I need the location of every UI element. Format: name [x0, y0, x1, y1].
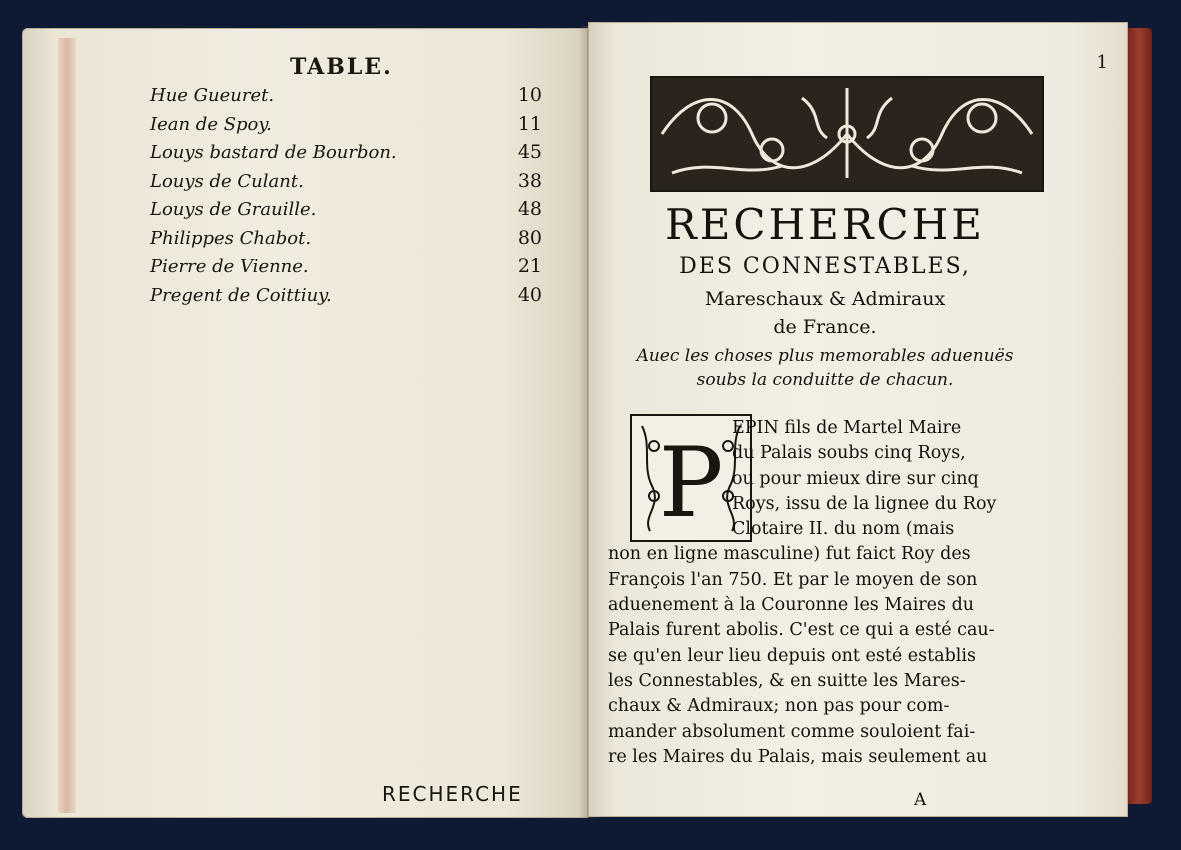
table-row	[150, 170, 550, 199]
body-line: non en ligne masculine) fut faict Roy des	[608, 544, 971, 565]
entry-name: Philippes Chabot.	[150, 227, 312, 249]
body-line: François l'an 750. Et par le moyen de son	[608, 569, 978, 590]
open-book	[22, 22, 1152, 830]
body-line: EPIN fils de Martel Maire	[732, 418, 962, 438]
table-row	[150, 227, 550, 256]
page-edge	[58, 38, 76, 813]
subtitle-line: soubs la conduitte de chacun.	[696, 370, 954, 390]
table-row	[150, 255, 550, 284]
entry-name: Louys de Grauille.	[150, 199, 317, 220]
body-line: les Connestables, & en suitte les Mares-	[608, 670, 966, 691]
title-line-2: DES CONNESTABLES,	[679, 254, 971, 279]
folio-number: 1	[1096, 52, 1108, 73]
table-row	[150, 198, 550, 227]
entry-name: Louys de Culant.	[150, 170, 304, 192]
table-row	[150, 113, 550, 142]
entry-page: 80	[517, 226, 542, 249]
entry-page: 10	[517, 84, 542, 106]
body-line: se qu'en leur lieu depuis ont esté establis	[608, 645, 976, 666]
body-line: mander absolument comme souloient fai-	[608, 721, 976, 742]
body-line: ou pour mieux dire sur cinq	[732, 468, 979, 489]
catchword: RECHERCHE	[382, 782, 523, 806]
page-edge-red	[1128, 28, 1152, 804]
table-row	[150, 284, 550, 313]
body-line: re les Maires du Palais, mais seulement au	[608, 746, 988, 767]
title-line-4: de France.	[773, 316, 877, 338]
entry-page: 11	[517, 112, 542, 135]
entry-page: 38	[517, 169, 542, 192]
svg-text:P: P	[658, 427, 724, 539]
entry-name: Iean de Spoy.	[150, 113, 272, 135]
table-row	[150, 84, 550, 113]
body-line: Clotaire II. du nom (mais	[732, 519, 955, 540]
entry-name: Pierre de Vienne.	[150, 256, 309, 277]
title-main: RECHERCHE	[665, 200, 985, 249]
body-text	[608, 418, 1048, 772]
subtitle-line: Auec les choses plus memorables aduenuës	[636, 346, 1014, 366]
entry-page: 40	[517, 283, 542, 306]
entry-page: 21	[517, 255, 542, 277]
body-line: chaux & Admiraux; non pas pour com-	[608, 696, 950, 717]
left-page	[22, 28, 588, 818]
entry-name: Louys bastard de Bourbon.	[150, 142, 397, 163]
body-line: Roys, issu de la lignee du Roy	[732, 493, 997, 514]
entry-page: 48	[517, 198, 542, 220]
body-line: Palais furent abolis. C'est ce qui a esté cau-	[608, 620, 995, 641]
table-heading: TABLE.	[290, 54, 393, 80]
table-row	[150, 141, 550, 170]
title-line-3: Mareschaux & Admiraux	[704, 288, 946, 310]
table-list	[150, 84, 550, 312]
subtitle	[610, 344, 1040, 392]
signature-mark: A	[914, 790, 927, 810]
entry-name: Pregent de Coittiuy.	[150, 284, 332, 306]
entry-page: 45	[517, 141, 542, 163]
right-page	[588, 22, 1128, 817]
body-line: aduenement à la Couronne les Maires du	[608, 595, 975, 616]
entry-name: Hue Gueuret.	[150, 85, 275, 106]
body-line: du Palais soubs cinq Roys,	[732, 443, 966, 464]
ornamental-headpiece	[650, 76, 1044, 192]
